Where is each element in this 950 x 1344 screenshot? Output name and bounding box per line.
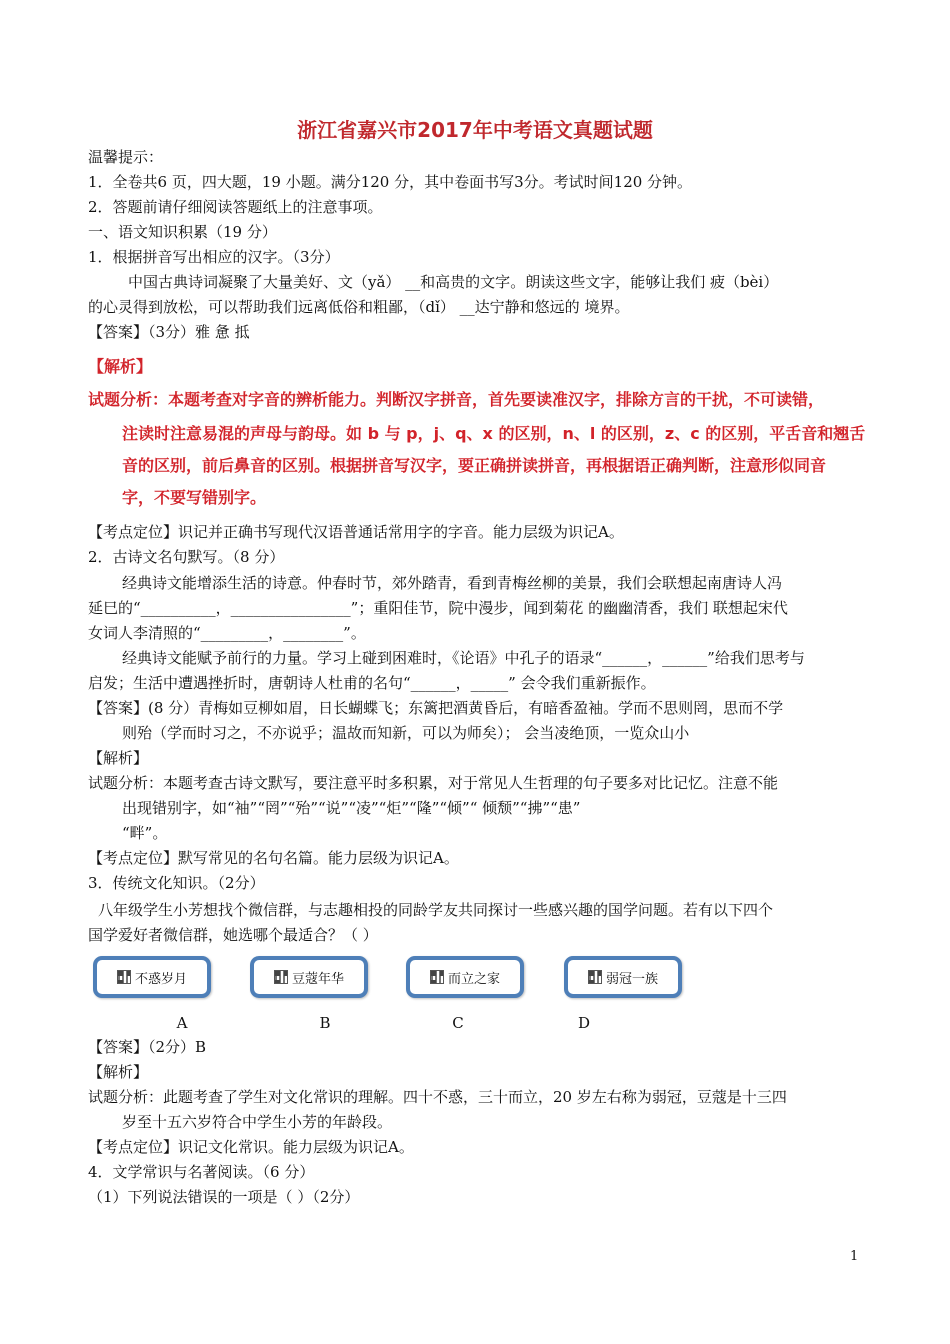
answer-line: 【答案】（3分）雅 惫 抵: [88, 323, 250, 341]
wechat-group-option-c: [406, 956, 524, 998]
analysis-heading: 【解析】: [88, 749, 149, 767]
text-line: 1．全卷共6 页，四大题，19 小题。满分120 分，其中卷面书写3分。考试时间120 分钟。: [88, 173, 693, 191]
question-heading: 3．传统文化知识。（2分）: [88, 874, 265, 892]
text-line: 中国古典诗词凝聚了大量美好、文（yǎ） __和高贵的文字。朗读这些文字，能够让我们 疲（bèi）: [128, 273, 779, 291]
question-heading: 4．文学常识与名著阅读。（6 分）: [88, 1163, 315, 1181]
wechat-group-label: 弱冠一族: [605, 971, 658, 987]
wechat-group-label: 而立之家: [447, 971, 500, 987]
page-title: 浙江省嘉兴市2017年中考语文真题试题: [297, 118, 653, 142]
analysis-text: 试题分析：此题考查了学生对文化常识的理解。四十不惑，三十而立，20 岁左右称为弱冠，豆蔻是十三四: [88, 1088, 787, 1106]
analysis-text: 注读时注意易混的声母与韵母。如 b 与 p，j、q、x 的区别，n、l 的区别，z、c 的区别，平舌音和翘舌: [122, 424, 866, 443]
point-line: 【考点定位】默写常见的名句名篇。能力层级为识记A。: [88, 849, 459, 867]
analysis-text: 岁至十五六岁符合中学生小芳的年龄段。: [122, 1113, 393, 1131]
analysis-heading: 【解析】: [88, 1063, 149, 1081]
analysis-text: 出现错别字，如“袖”“罔”“殆”“说”“凌”“炬”“隆”“倾”“ 倾颓”“拂”“患”: [122, 799, 581, 817]
text-line: 延巳的“__________，________________”；重阳佳节，院中漫步，闻到菊花 的幽幽清香，我们 联想起宋代: [88, 599, 788, 617]
analysis-text: 音的区别，前后鼻音的区别。根据拼音写汉字，要正确拼读拼音，再根据语正确判断，注意形似同音: [122, 456, 827, 475]
analysis-heading: 【解析】: [88, 357, 153, 376]
wechat-group-label: 不惑岁月: [134, 971, 187, 987]
point-line: 【考点定位】识记并正确书写现代汉语普通话常用字的字音。能力层级为识记A。: [88, 523, 624, 541]
text-line: （1）下列说法错误的一项是（ ）（2分）: [88, 1188, 360, 1206]
qr-code-icon: [274, 970, 288, 984]
text-line: 国学爱好者微信群，她选哪个最适合？（ ）: [88, 926, 378, 944]
qr-code-icon: [117, 970, 131, 984]
text-line: 女词人李清照的“_________，________”。: [88, 624, 366, 642]
wechat-group-label: 豆蔻年华: [291, 971, 344, 987]
wechat-group-option-a: [93, 956, 211, 998]
answer-line: 【答案】(8 分）青梅如豆柳如眉，日长蝴蝶飞；东篱把酒黄昏后，有暗香盈袖。学而不思则罔，思而不学: [88, 699, 784, 717]
option-letter: D: [577, 1014, 591, 1032]
qr-code-icon: [588, 970, 602, 984]
qr-code-icon: [430, 970, 444, 984]
option-letter: A: [176, 1014, 188, 1032]
wechat-group-option-b: [250, 956, 368, 998]
option-letter: C: [452, 1014, 464, 1032]
analysis-text: 试题分析：本题考查对字音的辨析能力。判断汉字拼音，首先要读准汉字，排除方言的干扰，不可读错，: [88, 390, 825, 409]
question-heading: 2．古诗文名句默写。（8 分）: [88, 548, 285, 566]
analysis-text: 字，不要写错别字。: [122, 488, 267, 507]
section-heading: 一、语文知识积累（19 分）: [88, 223, 277, 241]
point-line: 【考点定位】识记文化常识。能力层级为识记A。: [88, 1138, 414, 1156]
text-line: 经典诗文能赋予前行的力量。学习上碰到困难时，《论语》中孔子的语录“______，______”给我们思考与: [122, 649, 805, 667]
text-line: 温馨提示：: [88, 148, 164, 166]
text-line: 启发；生活中遭遇挫折时，唐朝诗人杜甫的名句“______，_____” 会令我们重新振作。: [88, 674, 656, 692]
text-line: 经典诗文能增添生活的诗意。仲春时节，郊外踏青，看到青梅丝柳的美景，我们会联想起南唐诗人冯: [122, 574, 783, 592]
text-line: 2．答题前请仔细阅读答题纸上的注意事项。: [88, 198, 383, 216]
text-line: 八年级学生小芳想找个微信群，与志趣相投的同龄学友共同探讨一些感兴趣的国学问题。若有以下四个: [98, 901, 774, 919]
analysis-text: “畔”。: [122, 824, 168, 842]
text-line: 的心灵得到放松，可以帮助我们远离低俗和粗鄙，（dǐ） __达宁静和悠远的 境界。: [88, 298, 630, 316]
question-heading: 1．根据拼音写出相应的汉字。（3分）: [88, 248, 340, 266]
analysis-text: 试题分析：本题考查古诗文默写，要注意平时多积累，对于常见人生哲理的句子要多对比记忆。注意不能: [88, 774, 779, 792]
option-letter: B: [319, 1014, 331, 1032]
page-number: 1: [850, 1249, 859, 1264]
answer-line: 【答案】（2分）B: [88, 1038, 207, 1056]
answer-line: 则殆（学而时习之，不亦说乎；温故而知新，可以为师矣）； 会当凌绝顶，一览众山小: [122, 724, 690, 742]
wechat-group-option-d: [564, 956, 682, 998]
